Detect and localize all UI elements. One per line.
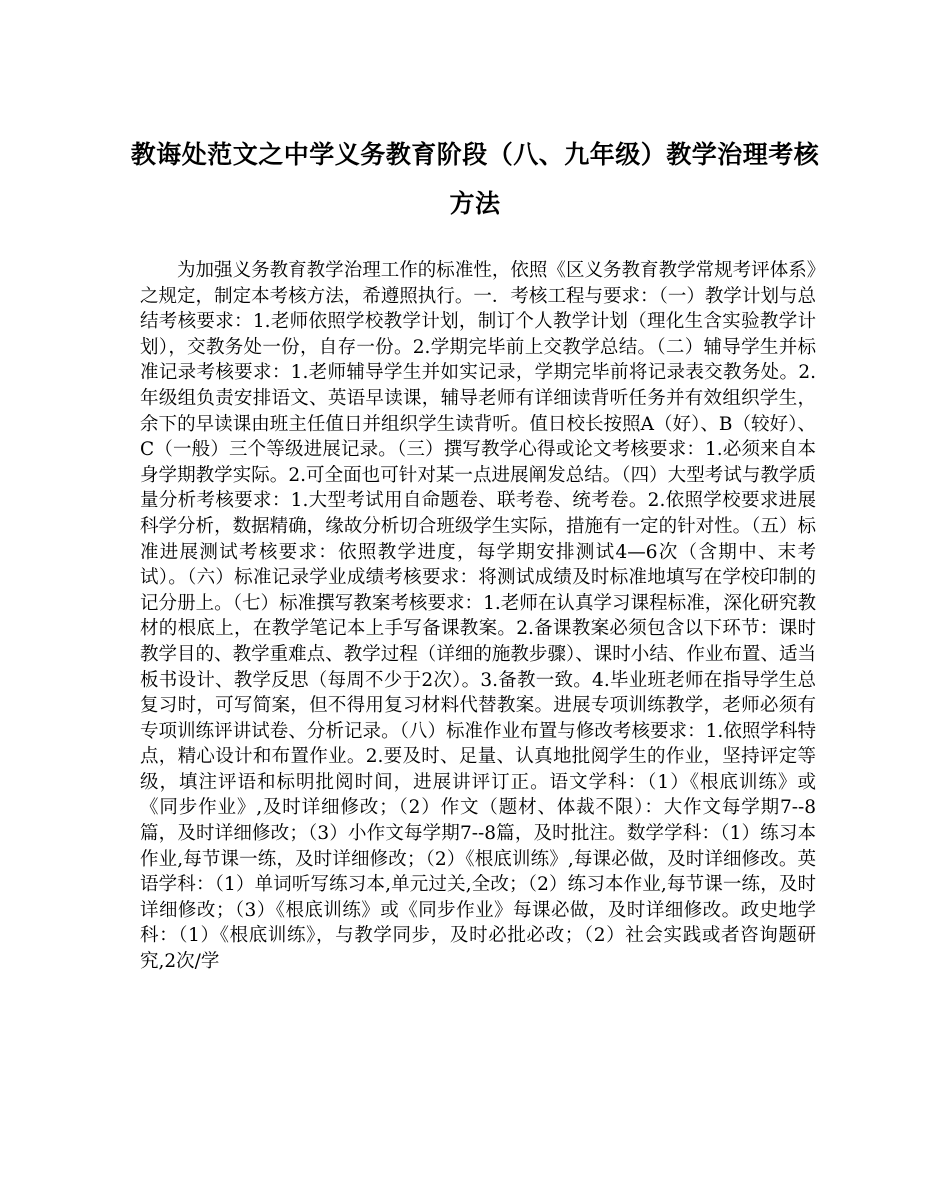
- document-body-paragraph: 为加强义务教育教学治理工作的标准性，依照《区义务教育教学常规考评体系》之规定，制定本考核方法，希遵照执行。一．考核工程与要求：（一）教学计划与总结考核要求：1.老师依照学校教学计划，制订个人教学计划（理化生含实验教学计划），交教务处一份，自存一份。2.学期完毕前上交教学总结。（二）辅导学生并标准记录考核要求：1.老师辅导学生并如实记录，学期完毕前将记录表交教务处。2.年级组负责安排语文、英语早读课，辅导老师有详细读背听任务并有效组织学生，余下的早读课由班主任值日并组织学生读背听。值日校长按照A（好）、B（较好）、C（一般）三个等级进展记录。（三）撰写教学心得或论文考核要求：1.必须来自本身学期教学实际。2.可全面也可针对某一点进展阐发总结。（四）大型考试与教学质量分析考核要求：1.大型考试用自命题卷、联考卷、统考卷。2.依照学校要求进展科学分析，数据精确，缘故分析切合班级学生实际，措施有一定的针对性。（五）标准进展测试考核要求：依照教学进度，每学期安排测试4—6次（含期中、末考试）。（六）标准记录学业成绩考核要求：将测试成绩及时标准地填写在学校印制的记分册上。（七）标准撰写教案考核要求：1.老师在认真学习课程标准，深化研究教材的根底上，在教学笔记本上手写备课教案。2.备课教案必须包含以下环节：课时教学目的、教学重难点、教学过程（详细的施教步骤）、课时小结、作业布置、适当板书设计、教学反思（每周不少于2次）。3.备教一致。4.毕业班老师在指导学生总复习时，可写简案，但不得用复习材料代替教案。进展专项训练教学，老师必须有专项训练评讲试卷、分析记录。（八）标准作业布置与修改考核要求：1.依照学科特点，精心设计和布置作业。2.要及时、足量、认真地批阅学生的作业，坚持评定等级，填注评语和标明批阅时间，进展讲评订正。语文学科：（1）《根底训练》或《同步作业》,及时详细修改；（2）作文（题材、体裁不限）：大作文每学期7--8篇，及时详细修改；（3）小作文每学期7--8篇，及时批注。数学学科：（1）练习本作业,每节课一练，及时详细修改；（2）《根底训练》,每课必做，及时详细修改。英语学科：（1）单词听写练习本,单元过关,全改；（2）练习本作业,每节课一练，及时详细修改；（3）《根底训练》或《同步作业》每课必做，及时详细修改。政史地学科：（1）《根底训练》，与教学同步，及时必批必改；（2）社会实践或者咨询题研究,2次/学: [140, 260, 816, 973]
- document-title: 教诲处范文之中学义务教育阶段（八、九年级）教学治理考核方法: [130, 140, 820, 218]
